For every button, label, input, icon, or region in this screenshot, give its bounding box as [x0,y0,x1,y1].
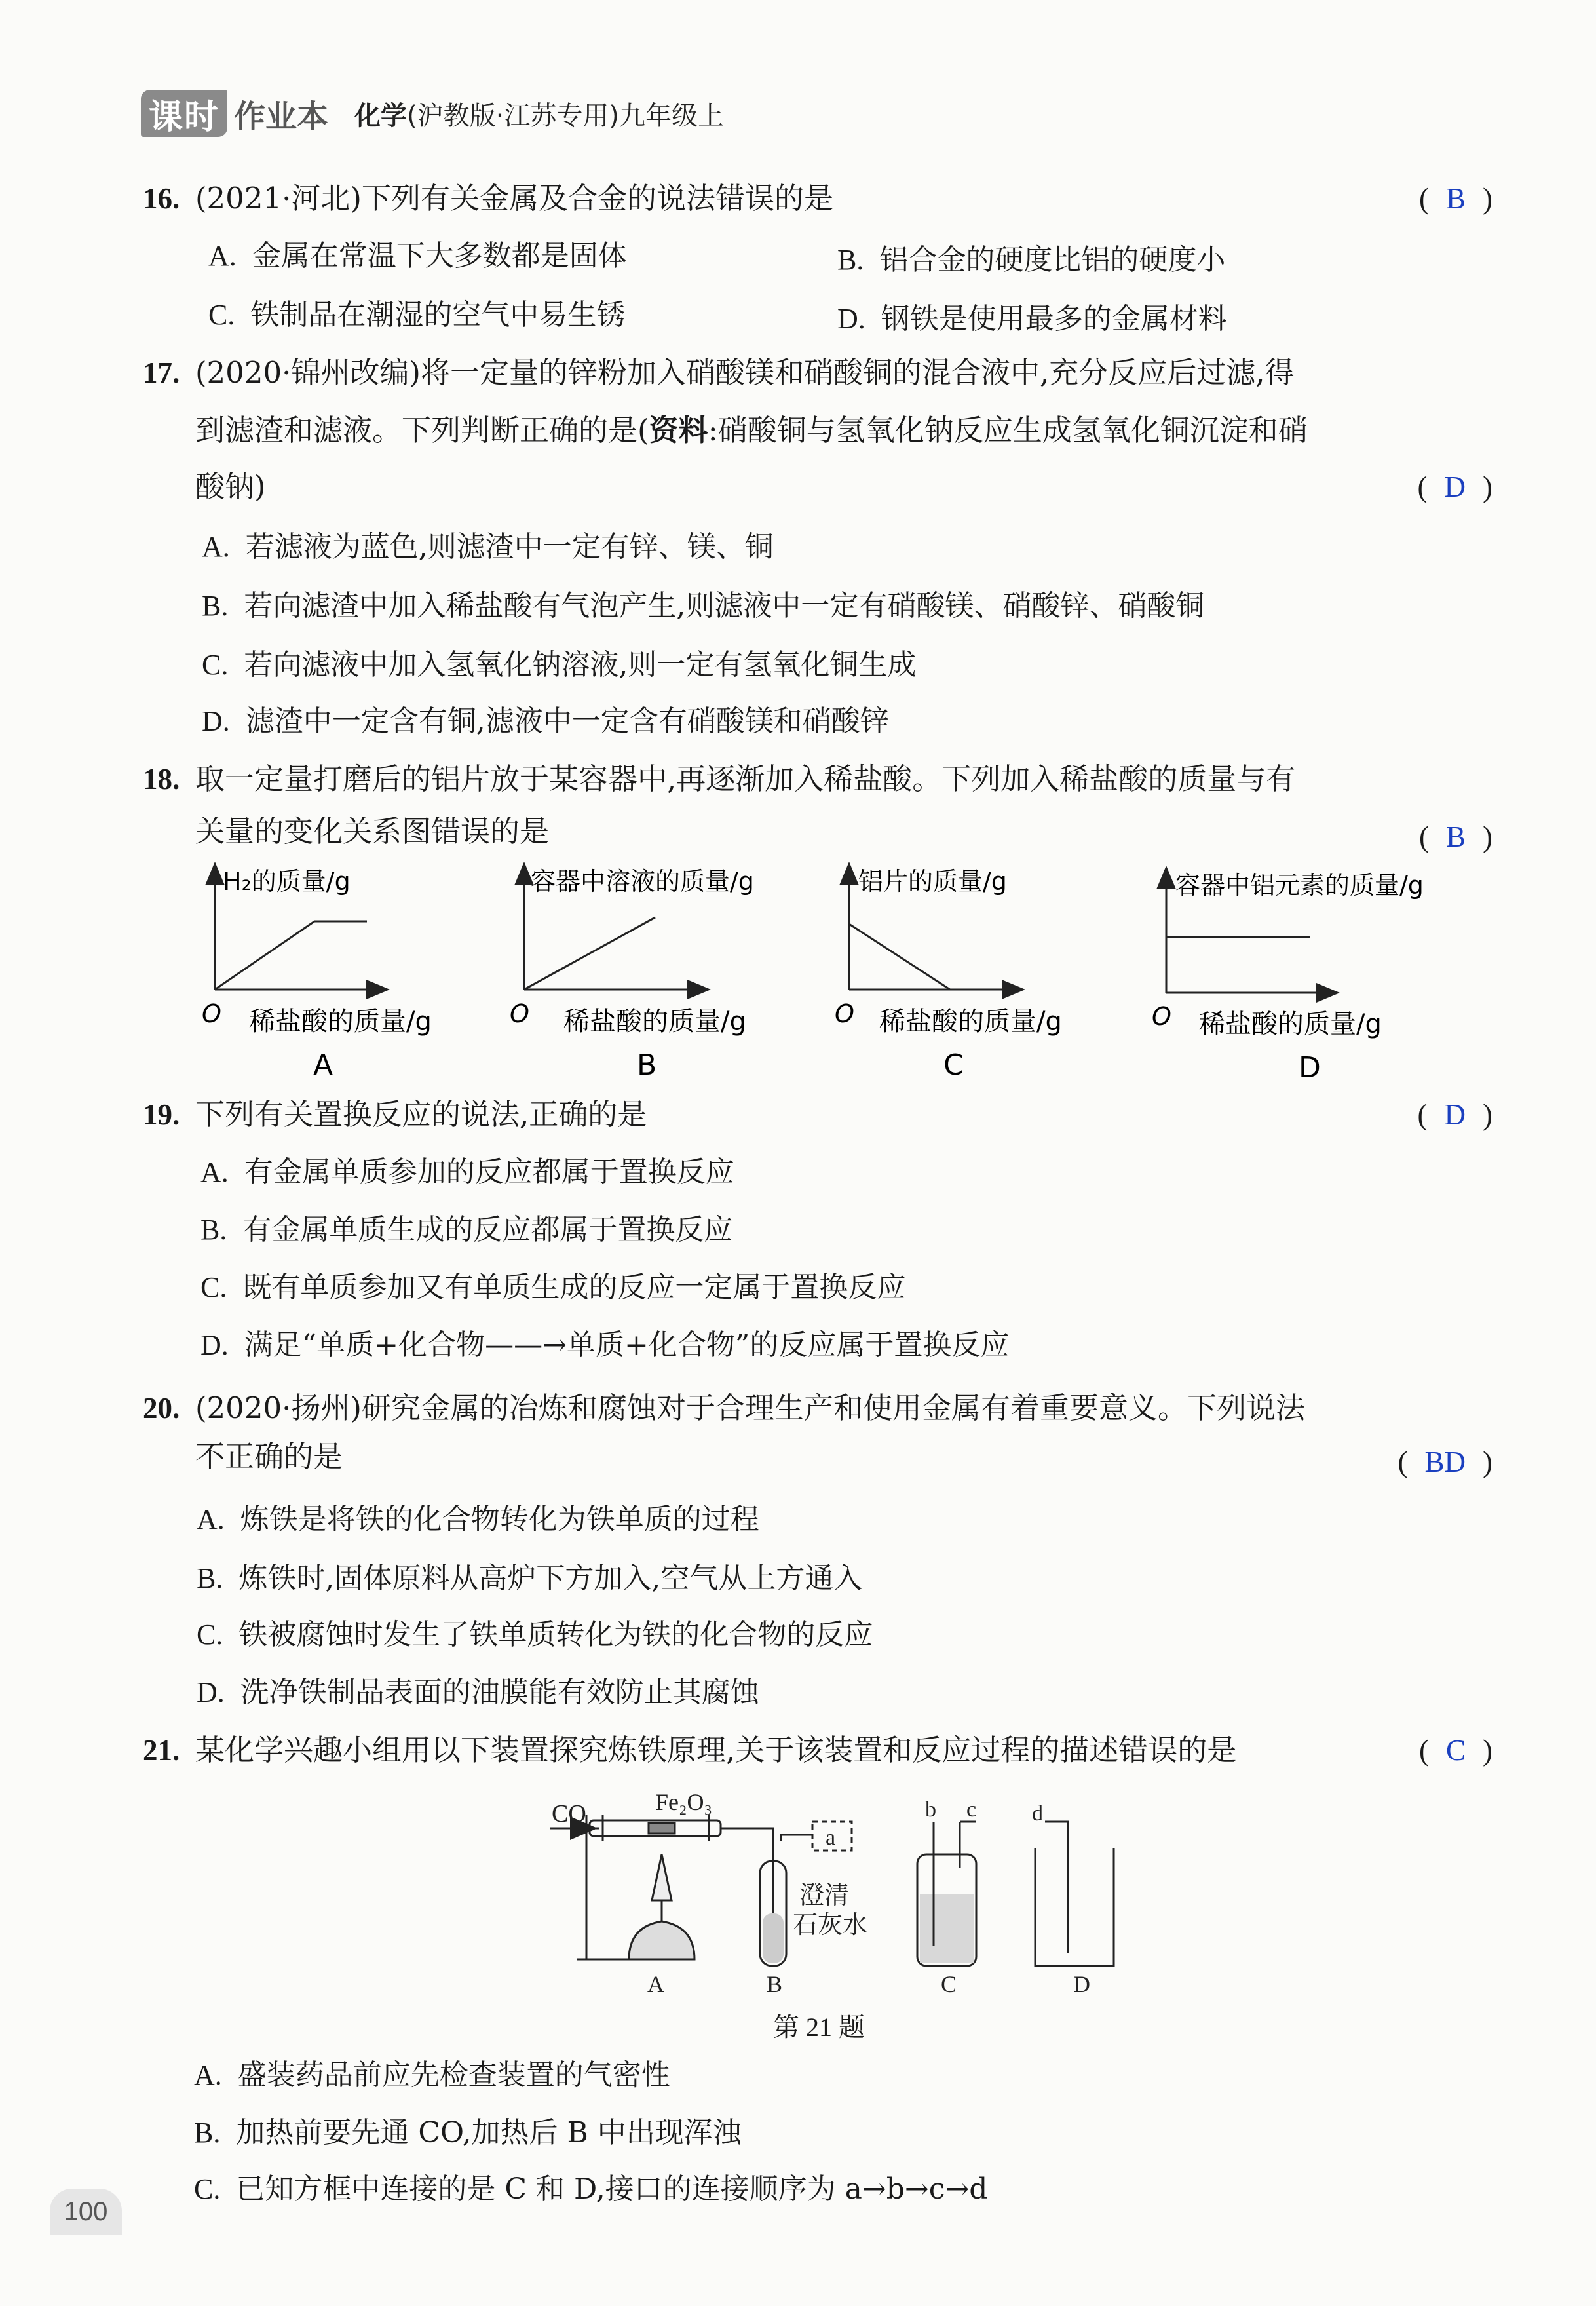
curve [524,917,655,990]
question-17-line-3 [143,463,1492,511]
tube-d [1045,1822,1068,1953]
graph-tag: C [943,1048,964,1082]
option-text: 盛装药品前应先检查装置的气密性 [237,2058,670,2092]
option-key: A. [202,531,230,563]
y-label: 容器中溶液的质量/g [531,867,754,896]
option-text: 既有单质参加又有单质生成的反应一定属于置换反应 [242,1271,906,1304]
question-stem-line-2 [195,406,1492,455]
logo-text: 作业本 [234,98,329,135]
question-stem-line-3: 酸钠) [195,469,266,504]
option-key: B. [197,1562,223,1594]
option-text: 若向滤渣中加入稀盐酸有气泡产生,则滤液中一定有硝酸镁、硝酸锌、硝酸铜 [244,589,1205,623]
x-label: 稀盐酸的质量/g [249,1007,432,1037]
question-stem-line-2: 关量的变化关系图错误的是 [195,814,550,849]
question-16 [143,174,1492,223]
option-c [208,291,625,333]
graph-a [202,867,432,1082]
option-text: 铁被腐蚀时发生了铁单质转化为铁的化合物的反应 [238,1618,873,1651]
c-label: c [966,1797,977,1822]
y-label: 铝片的质量/g [858,867,1007,896]
option-key: A. [200,1156,229,1188]
option-text: 铁制品在潮湿的空气中易生锈 [250,298,626,332]
question-17 [143,349,1492,397]
option-b [200,1206,732,1248]
option-a [202,523,774,565]
outlet-tube-b [781,1835,812,1841]
origin-label: O [835,999,854,1028]
fe2o3-powder [649,1823,675,1834]
question-stem: 下列有关置换反应的说法,正确的是 [195,1097,647,1132]
x-label: 稀盐酸的质量/g [879,1007,1062,1037]
option-b [197,1554,862,1596]
question-stem-line-1: (2020·锦州改编)将一定量的锌粉加入硝酸镁和硝酸铜的混合液中,充分反应后过滤,得 [195,355,1295,390]
question-20-line-2 [143,1432,1492,1481]
subject: 化学 [354,100,408,131]
option-text: 满足“单质+化合物——→单质+化合物”的反应属于置换反应 [244,1328,1010,1362]
bottle-liquid [920,1894,974,1963]
option-key: A. [197,1503,225,1535]
y-label: 容器中铝元素的质量/g [1175,871,1424,900]
answer: C [1445,1734,1466,1767]
option-c [197,1611,873,1653]
co-label: CO [552,1800,586,1828]
option-key: D. [837,303,865,335]
graph-tag: B [637,1048,657,1082]
fe2o3-label: Fe₂O₃ [655,1789,713,1815]
option-d [200,1321,1009,1363]
q18-graphs [183,858,1533,1094]
answer-bracket: ( D ) [1417,471,1492,503]
question-stem-line-1: (2020·扬州)研究金属的冶炼和腐蚀对于合理生产和使用金属有着重要意义。下列说法 [195,1391,1305,1425]
limewater-label-2: 石灰水 [793,1910,868,1939]
option-key: C. [208,299,235,331]
page-header [141,84,724,143]
stem-text: 到滤渣和滤液。下列判断正确的是( [195,413,649,448]
limewater-liquid [763,1913,784,1963]
option-a [200,1148,734,1190]
stem-bold: 资料 [649,413,708,448]
option-text: 加热前要先通 CO,加热后 B 中出现浑浊 [236,2116,742,2149]
limewater-label-1: 澄清 [799,1881,850,1910]
option-text: 若滤液为蓝色,则滤渣中一定有锌、镁、铜 [245,530,774,564]
answer: B [1445,182,1466,215]
question-19 [143,1090,1492,1139]
question-18 [143,755,1492,803]
question-stem: 某化学兴趣小组用以下装置探究炼铁原理,关于该装置和反应过程的描述错误的是 [195,1733,1237,1767]
option-text: 炼铁是将铁的化合物转化为铁单质的过程 [240,1503,759,1536]
option-text: 铝合金的硬度比铝的硬度小 [879,243,1226,277]
beaker-d [1035,1848,1114,1966]
question-number: 16. [143,182,180,215]
answer-bracket: ( C ) [1418,1734,1492,1767]
label-d: D [1073,1971,1090,1997]
a-label: a [826,1826,836,1850]
option-b [837,236,1225,278]
option-d [837,295,1227,337]
question-stem-line-1: 取一定量打磨后的铝片放于某容器中,再逐渐加入稀盐酸。下列加入稀盐酸的质量与有 [195,761,1296,796]
option-key: C. [200,1271,227,1303]
option-key: D. [200,1329,229,1361]
question-number: 18. [143,763,180,796]
graph-tag: D [1299,1051,1321,1085]
answer: D [1444,471,1466,503]
connect-tube-ab [721,1828,773,1927]
x-label: 稀盐酸的质量/g [563,1007,746,1037]
option-key: A. [208,240,237,272]
origin-label: O [202,999,221,1028]
answer: B [1445,820,1466,853]
label-a: A [647,1971,664,1997]
option-a [194,2051,670,2093]
option-text: 有金属单质生成的反应都属于置换反应 [242,1213,733,1246]
option-text: 有金属单质参加的反应都属于置换反应 [244,1155,734,1189]
answer: D [1444,1098,1466,1131]
apparatus-figure [537,1782,1127,1999]
label-b: B [767,1971,783,1997]
question-18-line-2 [143,807,1492,856]
option-key: A. [194,2059,222,2091]
origin-label: O [1152,1002,1171,1031]
answer: BD [1424,1446,1466,1478]
option-key: C. [194,2173,221,2205]
option-a [197,1495,759,1537]
book-title [354,95,724,132]
figure-caption: 第 21 题 [773,2012,865,2042]
alcohol-lamp [629,1921,694,1959]
option-text: 炼铁时,固体原料从高炉下方加入,空气从上方通入 [238,1562,863,1595]
option-c [200,1263,905,1305]
answer-bracket: ( B ) [1418,182,1492,215]
option-key: B. [837,244,864,276]
option-key: D. [197,1676,225,1708]
option-b [194,2109,742,2151]
graph-tag: A [313,1048,333,1082]
graph-d [1152,871,1424,1085]
x-label: 稀盐酸的质量/g [1199,1009,1382,1039]
option-key: B. [202,590,229,622]
question-number: 19. [143,1098,180,1131]
page-number: 100 [50,2189,122,2235]
question-stem: (2021·河北)下列有关金属及合金的说法错误的是 [195,181,833,216]
label-c: C [941,1971,957,1997]
y-label: H₂的质量/g [223,867,351,896]
option-text: 洗净铁制品表面的油膜能有效防止其腐蚀 [240,1676,759,1709]
d-label: d [1032,1801,1043,1826]
option-text: 钢铁是使用最多的金属材料 [881,302,1227,336]
question-number: 21. [143,1734,180,1767]
logo: 课时 [141,90,227,137]
origin-label: O [510,999,529,1028]
option-a [208,232,627,274]
question-17-line-2 [143,406,1492,455]
flame [652,1854,672,1900]
curve [849,924,950,990]
option-d [197,1668,759,1710]
graph-b [510,867,754,1082]
answer-bracket: ( BD ) [1397,1446,1492,1478]
option-text: 已知方框中连接的是 C 和 D,接口的连接顺序为 a→b→c→d [236,2172,988,2206]
b-label: b [925,1797,936,1822]
edition: (沪教版·江苏专用)九年级上 [407,100,724,131]
stem-text: :硝酸铜与氢氧化钠反应生成氢氧化铜沉淀和硝 [708,413,1308,448]
graph-c [835,867,1062,1082]
option-d [202,697,889,739]
option-key: D. [202,705,230,737]
question-number: 17. [143,356,180,389]
option-text: 金属在常温下大多数都是固体 [252,239,627,273]
option-c [202,641,916,683]
option-key: B. [194,2117,221,2149]
option-key: B. [200,1214,227,1246]
option-key: C. [202,649,229,681]
question-stem-line-2: 不正确的是 [195,1439,343,1474]
option-c [194,2165,987,2207]
answer-bracket: ( D ) [1417,1098,1492,1131]
option-text: 滤渣中一定含有铜,滤液中一定含有硝酸镁和硝酸锌 [245,704,889,738]
question-21 [143,1726,1492,1775]
option-b [202,582,1204,624]
option-text: 若向滤液中加入氢氧化钠溶液,则一定有氢氧化铜生成 [244,648,917,682]
curve [215,921,367,990]
question-20 [143,1384,1492,1432]
answer-bracket: ( B ) [1418,820,1492,853]
option-key: C. [197,1619,223,1651]
question-number: 20. [143,1392,180,1425]
